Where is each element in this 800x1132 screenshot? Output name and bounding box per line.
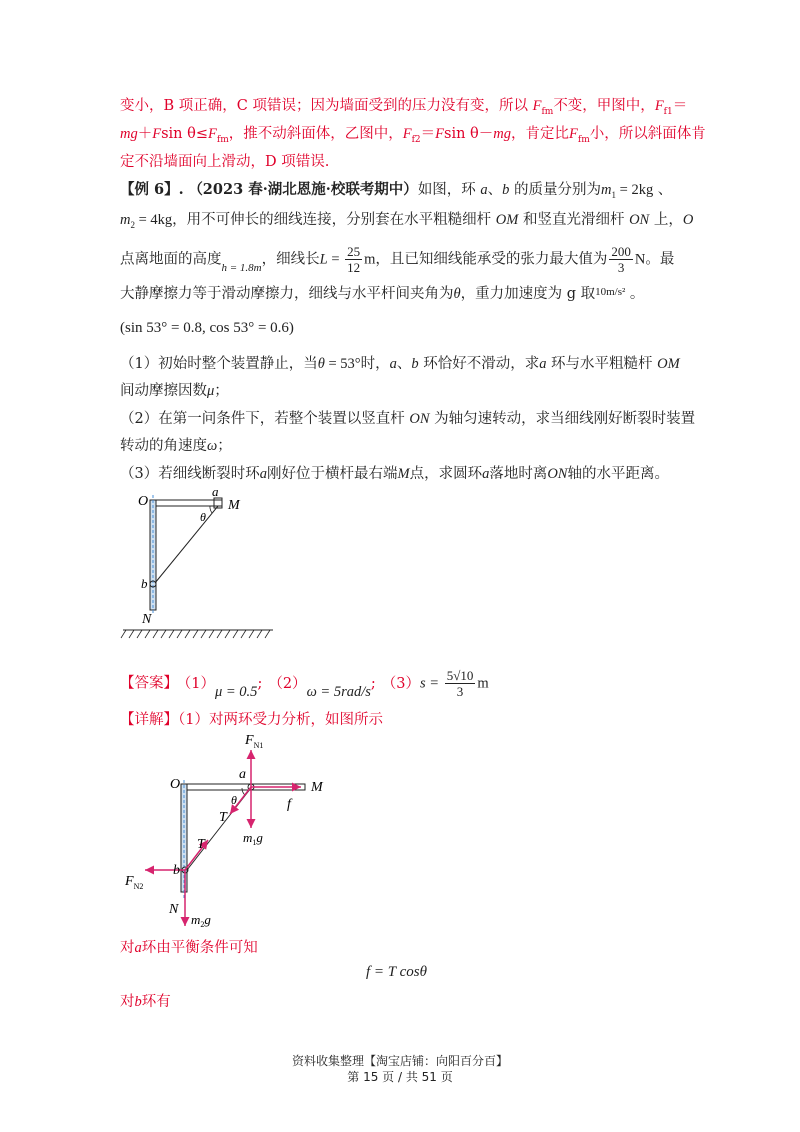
prev-line-2: mg＋Fsin $\theta\le F_{fm}$，推不动斜面体，乙图中，$F_{f2}=Fsin$ θ－mg，肯定比$F_{fm}$小，所以斜面体肯: [120, 126, 706, 145]
example-line-5: (sin 53° = 0.8, cos 53° = 0.6): [120, 320, 294, 336]
label-n: N: [169, 902, 179, 917]
horizontal-rod-om: [156, 500, 222, 506]
label-m: M: [311, 780, 323, 795]
prev-line-3: 定不沿墙面向上滑动，D 项错误.: [120, 154, 330, 170]
question-1-line-2: 间动摩擦因数μ；: [120, 383, 229, 399]
label-theta: θ: [231, 793, 237, 807]
label-t-lower: T: [197, 837, 205, 852]
equation-friction: f = T cosθ: [366, 964, 427, 980]
label-f: f: [287, 797, 291, 812]
label-theta: θ: [200, 510, 206, 524]
angle-arc: [210, 506, 212, 513]
label-m: M: [228, 498, 240, 513]
label-n: N: [142, 612, 152, 627]
solution-line-3: 对b环有: [120, 994, 171, 1010]
footer-page-number: 第 15 页 / 共 51 页: [347, 1070, 453, 1084]
label-fn2: $F_{N2}$: [125, 874, 144, 891]
solution-line-1: 【详解】（1）对两环受力分析，如图所示: [120, 712, 383, 728]
footer-source: 资料收集整理【淘宝店铺：向阳百分百】: [291, 1054, 508, 1068]
prev-line-1: 变小，B 项正确，C 项错误；因为墙面受到的压力没有变，所以 $F_{fm}$不变，甲图中，$F_{f1}=$: [120, 98, 688, 117]
label-b: b: [141, 576, 148, 591]
question-3-line: （3）若细线断裂时环a刚好位于横杆最右端M点，求圆环a落地时离ON轴的水平距离。: [120, 466, 669, 482]
question-1-line-1: （1）初始时整个装置静止，当θ = 53°时，a、b 环恰好不滑动，求a 环与水平粗糙杆 OM: [120, 356, 680, 372]
label-o: O: [138, 494, 149, 509]
answer-line: 【答案】 （1）μ = 0.5; （2）ω = 5rad/s; （3）s = $\frac{5√10}{3}$ m: [120, 668, 489, 700]
example-line-4: 大静摩擦力等于滑动摩擦力，细线与水平杆间夹角为θ，重力加速度为 g 取$^{10m/s^2}$ 。: [120, 286, 645, 302]
label-m2g: $m_2g$: [191, 912, 211, 929]
example-line-1: 【例 6】. （2023 春·湖北恩施·校联考期中）如图，环 a、b 的质量分别为$m_1 = 2kg$ 、: [120, 181, 673, 200]
label-b: b: [173, 863, 180, 878]
string: [155, 506, 218, 583]
label-o: O: [170, 777, 181, 792]
ground-hatch: [121, 630, 270, 638]
question-2-line-2: 转动的角速度ω；: [120, 438, 232, 454]
label-a: a: [212, 485, 219, 499]
problem-figure: [118, 485, 278, 650]
label-m1g: $m_1g$: [243, 830, 263, 847]
example-line-2: $m_2 = 4kg$，用不可伸长的细线连接，分别套在水平粗糙细杆 OM 和竖直光滑细杆 ON 上，O: [120, 212, 694, 230]
label-t-upper: T: [219, 810, 227, 825]
label-fn1: $F_{N1}$: [245, 733, 264, 750]
label-a: a: [239, 767, 246, 782]
force-diagram: [115, 728, 345, 938]
solution-line-2: 对a环由平衡条件可知: [120, 940, 258, 956]
question-2-line-1: （2）在第一问条件下，若整个装置以竖直杆 ON 为轴匀速转动，求当细线刚好断裂时装置: [120, 411, 696, 427]
example-line-3: 点离地面的高度$_{h = 1.8m}$，细线长L = $\frac{25}{12}$ m，且已知细线能承受的张力最大值为 $\frac{200}{3}$ N。最: [120, 244, 675, 275]
